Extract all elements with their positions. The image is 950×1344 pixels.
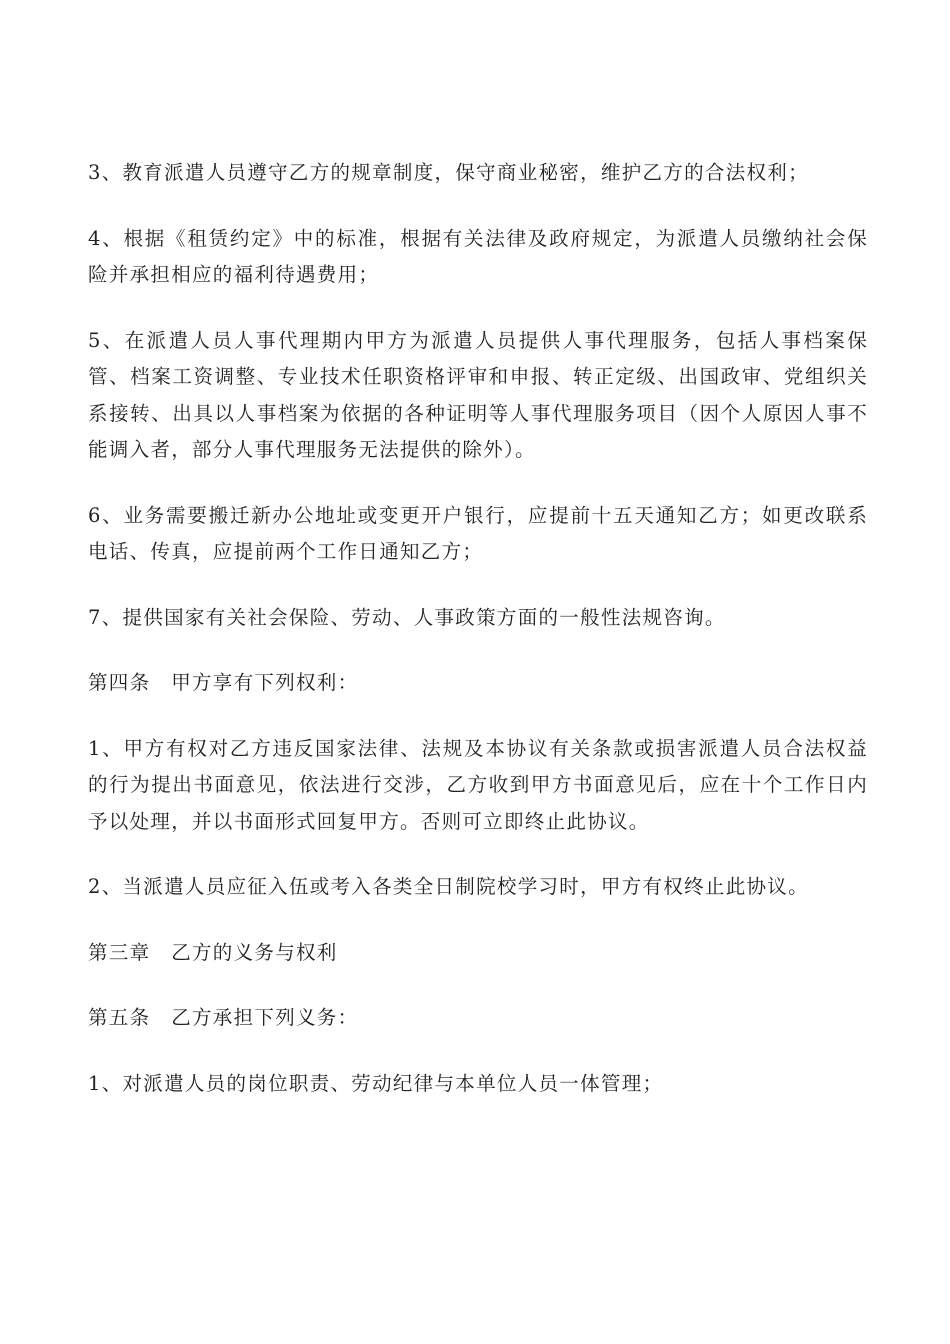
chapter-3-heading: 第三章 乙方的义务与权利 [88, 940, 338, 964]
article-5-item-1: 1、对派遣人员的岗位职责、劳动纪律与本单位人员一体管理； [88, 1071, 664, 1095]
article-4-item-2: 2、当派遣人员应征入伍或考入各类全日制院校学习时，甲方有权终止此协议。 [88, 875, 809, 898]
article-5-heading: 第五条 乙方承担下列义务： [88, 1006, 359, 1029]
clause-item-7: 7、提供国家有关社会保险、劳动、人事政策方面的一般性法规咨询。 [88, 605, 726, 629]
clause-item-5: 5、在派遣人员人事代理期内甲方为派遣人员提供人事代理服务，包括人事档案保管、档案工资调整、专业技术任职资格评审和申报、转正定级、出国政审、党组织关系接转、出具以人事档案为依据的各种证明等人事代理服务项目（因个人原因人事不能调入者，部分人事代理服务无法提供的除外）。 [88, 328, 868, 461]
document-body [88, 155, 868, 1131]
article-4-heading: 第四条 甲方享有下列权利： [88, 671, 359, 694]
clause-item-6: 6、业务需要搬迁新办公地址或变更开户银行，应提前十五天通知乙方；如更改联系电话、传真，应提前两个工作日通知乙方； [88, 503, 868, 563]
clause-item-3: 3、教育派遣人员遵守乙方的规章制度，保守商业秘密，维护乙方的合法权利； [88, 161, 809, 184]
clause-item-4: 4、根据《租赁约定》中的标准，根据有关法律及政府规定，为派遣人员缴纳社会保险并承担相应的福利待遇费用； [88, 226, 868, 286]
article-4-item-1: 1、甲方有权对乙方违反国家法律、法规及本协议有关条款或损害派遣人员合法权益的行为提出书面意见，依法进行交涉，乙方收到甲方书面意见后，应在十个工作日内予以处理，并以书面形式回复甲方。否则可立即终止此协议。 [88, 736, 868, 833]
